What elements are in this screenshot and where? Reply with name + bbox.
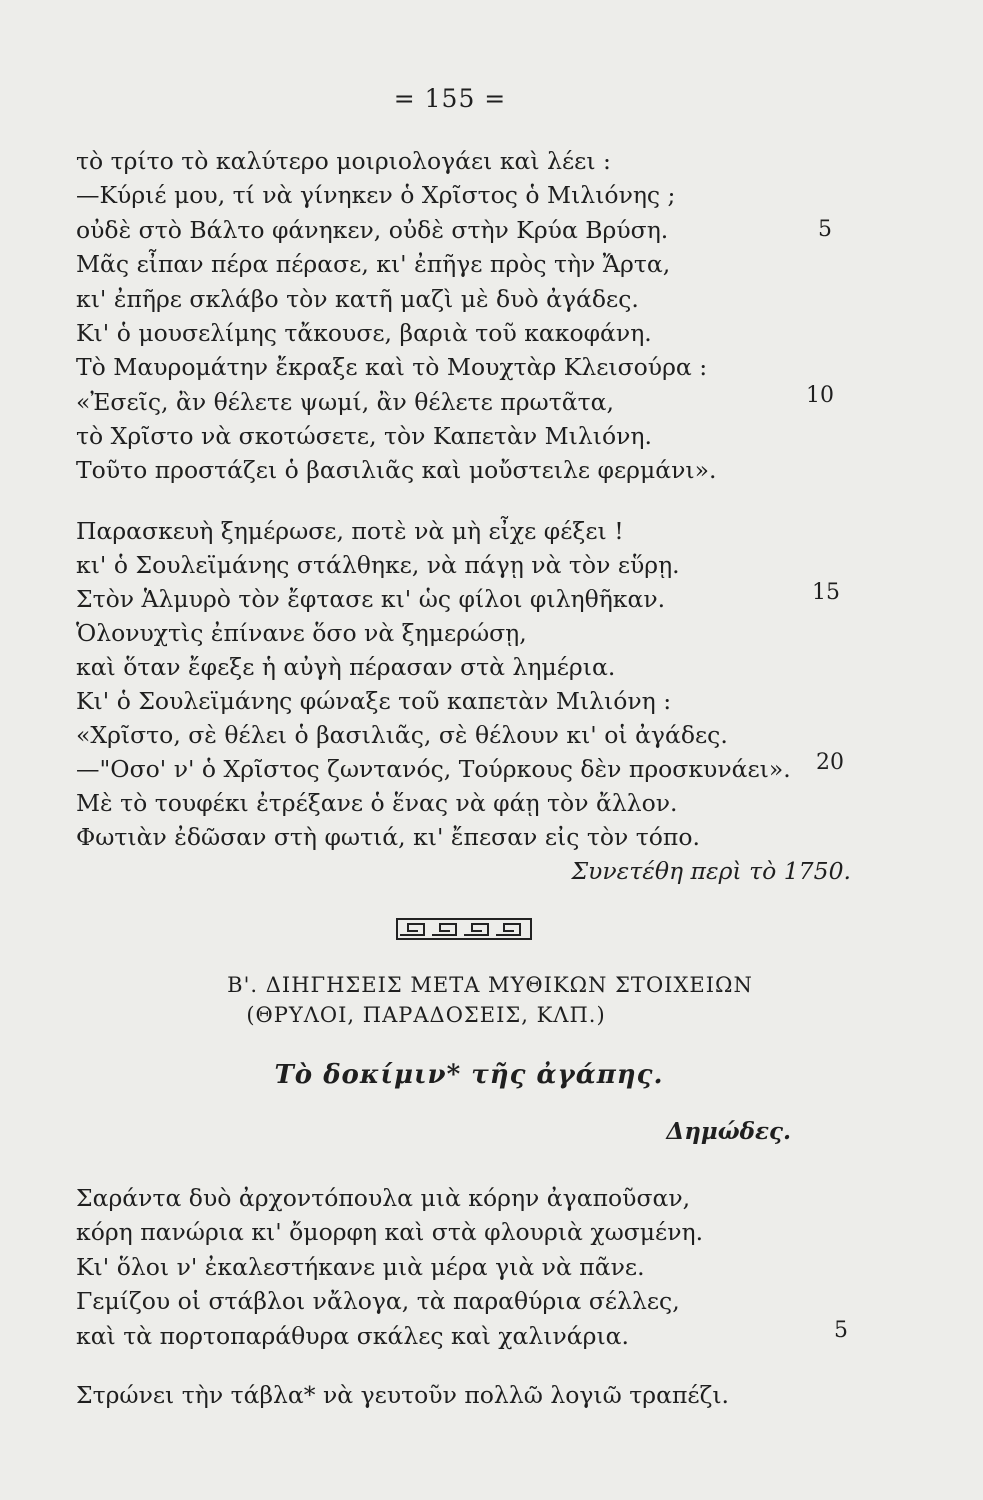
line-number: 20: [816, 750, 844, 775]
verse-line: κι' ἐπῆρε σκλάβο τὸν κατῆ μαζὶ μὲ δυὸ ἀγάδες.: [76, 285, 639, 313]
verse-line: κόρη πανώρια κι' ὄμορφη καὶ στὰ φλουριὰ χωσμένη.: [76, 1218, 704, 1246]
verse-line: Τὸ Μαυρομάτην ἔκραξε καὶ τὸ Μουχτὰρ Κλεισούρα :: [76, 353, 708, 381]
verse-line: «Ἐσεῖς, ἂν θέλετε ψωμί, ἂν θέλετε πρωτᾶτα,: [76, 388, 614, 416]
verse-line: τὸ Χρῖστο νὰ σκοτώσετε, τὸν Καπετὰν Μιλιόνη.: [76, 422, 652, 450]
verse-line: Κι' ὁ μουσελίμης τἄκουσε, βαριὰ τοῦ κακοφάνη.: [76, 319, 652, 347]
verse-line: Στὸν Ἁλμυρὸ τὸν ἔφτασε κι' ὡς φίλοι φιληθῆκαν.: [76, 585, 666, 613]
verse-line: —Κύριέ μου, τί νὰ γίνηκεν ὁ Χρῖστος ὁ Μιλιόνης ;: [76, 181, 676, 209]
verse-line: καὶ τὰ πορτοπαράθυρα σκάλες καὶ χαλινάρια.: [76, 1322, 630, 1350]
verse-line: οὐδὲ στὸ Βάλτο φάνηκεν, οὐδὲ στὴν Κρύα Βρύση.: [76, 216, 669, 244]
verse-line: Κι' ὁ Σουλεϊμάνης φώναξε τοῦ καπετὰν Μιλιόνη :: [76, 687, 672, 715]
verse-line: Φωτιὰν ἐδῶσαν στὴ φωτιά, κι' ἔπεσαν εἰς τὸν τόπο.: [76, 823, 700, 851]
poem-title: Τὸ δοκίμιν* τῆς ἀγάπης.: [274, 1060, 664, 1090]
verse-line: Μὲ τὸ τουφέκι ἐτρέξανε ὁ ἕνας νὰ φάῃ τὸν ἄλλον.: [76, 789, 678, 817]
verse-line: Κι' ὅλοι ν' ἐκαλεστήκανε μιὰ μέρα γιὰ νὰ πᾶνε.: [76, 1253, 645, 1281]
page-number: = 155 =: [393, 84, 507, 113]
line-number: 15: [812, 580, 840, 605]
greek-key-ornament: [396, 918, 532, 944]
verse-line: Ὁλονυχτὶς ἐπίνανε ὅσο νὰ ξημερώσῃ,: [76, 619, 527, 647]
verse-line: Τοῦτο προστάζει ὁ βασιλιᾶς καὶ μοὔστειλε φερμάνι».: [76, 456, 717, 484]
verse-line: Μᾶς εἶπαν πέρα πέρασε, κι' ἐπῆγε πρὸς τὴν Ἄρτα,: [76, 250, 671, 278]
line-number: 10: [806, 383, 834, 408]
verse-line: Γεμίζου οἱ στάβλοι νἄλογα, τὰ παραθύρια σέλλες,: [76, 1287, 680, 1315]
verse-line: «Χρῖστο, σὲ θέλει ὁ βασιλιᾶς, σὲ θέλουν κι' οἱ ἀγάδες.: [76, 721, 728, 749]
composition-date: Συνετέθη περὶ τὸ 1750.: [571, 857, 851, 885]
section-subheading: (ΘΡΥΛΟΙ, ΠΑΡΑΔΟΣΕΙΣ, ΚΛΠ.): [246, 1003, 606, 1027]
line-number: 5: [834, 1318, 848, 1343]
verse-line: κι' ὁ Σουλεϊμάνης στάλθηκε, νὰ πάγῃ νὰ τὸν εὕρῃ.: [76, 551, 680, 579]
verse-line: τὸ τρίτο τὸ καλύτερο μοιριολογάει καὶ λέει :: [76, 147, 611, 175]
section-heading: Β'. ΔΙΗΓΗΣΕΙΣ ΜΕΤΑ ΜΥΘΙΚΩΝ ΣΤΟΙΧΕΙΩΝ: [227, 973, 753, 997]
verse-line: Στρώνει τὴν τάβλα* νὰ γευτοῦν πολλῶ λογιῶ τραπέζι.: [76, 1381, 730, 1409]
poem-source: Δημώδες.: [666, 1118, 791, 1145]
line-number: 5: [818, 217, 832, 242]
verse-line: καὶ ὅταν ἔφεξε ἡ αὐγὴ πέρασαν στὰ λημέρια.: [76, 653, 616, 681]
verse-line: Παρασκευὴ ξημέρωσε, ποτὲ νὰ μὴ εἶχε φέξει !: [76, 517, 624, 545]
verse-line: Σαράντα δυὸ ἀρχοντόπουλα μιὰ κόρην ἀγαποῦσαν,: [76, 1184, 691, 1212]
verse-line: —"Οσο' ν' ὁ Χρῖστος ζωντανός, Τούρκους δὲν προσκυνάει».: [76, 755, 791, 783]
